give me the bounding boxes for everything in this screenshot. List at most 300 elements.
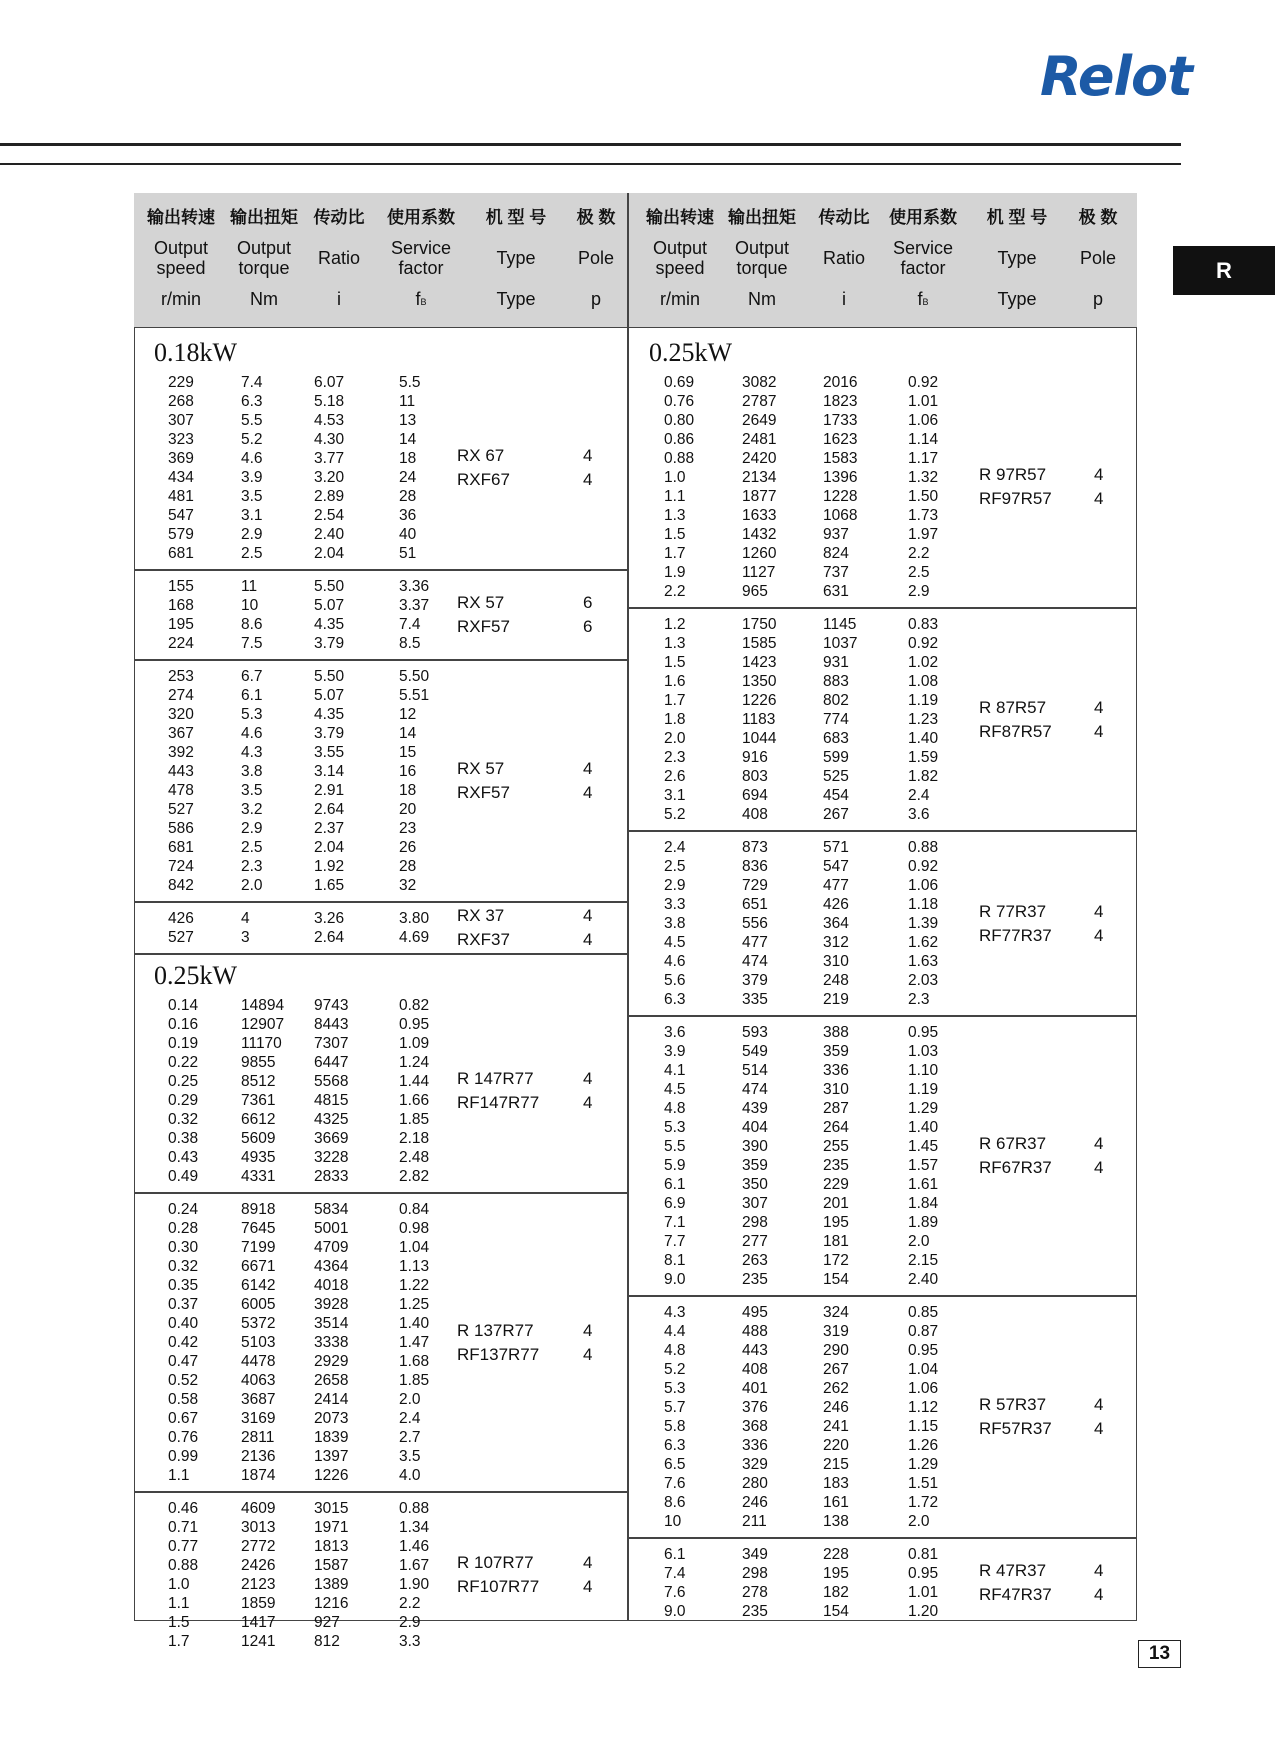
header-en-line: factor [398, 258, 444, 278]
left-cell-speed: 224 [168, 635, 194, 652]
right-cell-torque: 873 [742, 839, 768, 856]
header-unit-4: Type [997, 289, 1037, 309]
right-cell-torque: 803 [742, 768, 768, 785]
left-cell-ratio: 5.50 [314, 668, 345, 685]
right-cell-torque: 443 [742, 1342, 768, 1359]
header-en-5 [578, 248, 614, 268]
left-cell-speed: 253 [168, 668, 194, 685]
left-cell-factor: 1.04 [399, 1239, 430, 1256]
right-cell-torque: 307 [742, 1195, 768, 1212]
right-cell-factor: 1.26 [908, 1437, 939, 1454]
right-cell-ratio: 774 [823, 711, 849, 728]
right-cell-torque: 2420 [742, 450, 777, 467]
right-cell-torque: 474 [742, 1081, 768, 1098]
right-cell-ratio: 883 [823, 673, 849, 690]
left-cell-factor: 1.44 [399, 1073, 430, 1090]
right-cell-speed: 1.3 [664, 635, 686, 652]
left-cell-speed: 426 [168, 910, 194, 927]
right-cell-ratio: 290 [823, 1342, 849, 1359]
right-cell-speed: 5.2 [664, 1361, 686, 1378]
header-cn-5: 极 数 [1078, 208, 1118, 227]
left-cell-ratio: 2.64 [314, 801, 345, 818]
left-cell-factor: 1.46 [399, 1538, 430, 1555]
header-en-2 [823, 248, 865, 268]
right-cell-ratio: 683 [823, 730, 849, 747]
right-cell-torque: 2481 [742, 431, 777, 448]
right-cell-ratio: 931 [823, 654, 849, 671]
left-cell-ratio: 2.91 [314, 782, 345, 799]
left-cell-torque: 5.2 [241, 431, 263, 448]
left-cell-factor: 3.5 [399, 1448, 421, 1465]
left-cell-factor: 36 [399, 507, 417, 524]
right-cell-factor: 1.15 [908, 1418, 939, 1435]
right-pole-line: 4 [1094, 1158, 1104, 1177]
right-cell-factor: 0.95 [908, 1024, 939, 1041]
left-cell-ratio: 1971 [314, 1519, 349, 1536]
left-cell-speed: 0.28 [168, 1220, 199, 1237]
left-cell-torque: 7361 [241, 1092, 276, 1109]
right-cell-torque: 211 [742, 1513, 767, 1530]
left-pole-line: 4 [583, 446, 593, 465]
brand-logo-text: Relot [1040, 45, 1192, 108]
left-power-heading: 0.18kW [154, 338, 238, 367]
left-cell-ratio: 2.64 [314, 929, 345, 946]
right-cell-factor: 2.2 [908, 545, 930, 562]
header-cn-2: 传动比 [313, 208, 365, 227]
left-cell-speed: 0.38 [168, 1130, 199, 1147]
right-cell-ratio: 220 [823, 1437, 849, 1454]
header-cn-3: 使用系数 [387, 208, 455, 227]
left-cell-torque: 7645 [241, 1220, 276, 1237]
right-type-line: R 47R37 [979, 1561, 1047, 1580]
left-cell-factor: 1.85 [399, 1372, 430, 1389]
right-cell-speed: 3.3 [664, 896, 686, 913]
right-cell-ratio: 201 [823, 1195, 849, 1212]
left-group-pole [583, 1067, 592, 1115]
left-cell-torque: 2.3 [241, 858, 263, 875]
right-cell-ratio: 183 [823, 1475, 849, 1492]
right-cell-factor: 0.92 [908, 374, 939, 391]
left-cell-ratio: 2658 [314, 1372, 349, 1389]
left-cell-speed: 0.58 [168, 1391, 199, 1408]
left-type-line: RF107R77 [457, 1577, 540, 1596]
right-cell-speed: 6.5 [664, 1456, 686, 1473]
right-group-type [979, 900, 1052, 948]
left-pole-line: 4 [583, 1093, 593, 1112]
right-cell-factor: 1.23 [908, 711, 939, 728]
left-type-line: RX 57 [457, 759, 505, 778]
right-cell-torque: 329 [742, 1456, 768, 1473]
left-cell-ratio: 1216 [314, 1595, 349, 1612]
right-cell-factor: 1.97 [908, 526, 939, 543]
left-cell-ratio: 2073 [314, 1410, 349, 1427]
left-cell-factor: 13 [399, 412, 417, 429]
right-cell-torque: 408 [742, 806, 768, 823]
right-cell-factor: 1.18 [908, 896, 939, 913]
right-cell-ratio: 228 [823, 1546, 849, 1563]
header-en-line: Type [997, 248, 1037, 268]
right-cell-torque: 379 [742, 972, 768, 989]
right-cell-factor: 1.39 [908, 915, 939, 932]
right-cell-factor: 1.72 [908, 1494, 939, 1511]
header-en-line: speed [655, 258, 705, 278]
left-cell-torque: 6005 [241, 1296, 276, 1313]
left-cell-factor: 2.4 [399, 1410, 421, 1427]
left-cell-factor: 32 [399, 877, 417, 894]
right-cell-speed: 1.8 [664, 711, 686, 728]
right-cell-ratio: 248 [823, 972, 849, 989]
left-cell-ratio: 3.26 [314, 910, 345, 927]
left-cell-ratio: 7307 [314, 1035, 349, 1052]
right-cell-factor: 2.9 [908, 583, 930, 600]
right-cell-speed: 4.5 [664, 934, 686, 951]
left-cell-ratio: 5568 [314, 1073, 349, 1090]
right-cell-speed: 0.69 [664, 374, 695, 391]
right-cell-ratio: 547 [823, 858, 849, 875]
header-en-1 [735, 238, 789, 278]
right-cell-speed: 3.9 [664, 1043, 686, 1060]
right-cell-speed: 2.3 [664, 749, 686, 766]
right-group-type [979, 1559, 1052, 1607]
left-cell-ratio: 2833 [314, 1168, 349, 1185]
right-group-pole [1094, 696, 1103, 744]
left-cell-factor: 2.48 [399, 1149, 430, 1166]
left-cell-speed: 320 [168, 706, 194, 723]
left-cell-speed: 527 [168, 801, 194, 818]
right-cell-speed: 2.5 [664, 858, 686, 875]
left-cell-factor: 14 [399, 725, 417, 742]
left-cell-speed: 0.29 [168, 1092, 199, 1109]
left-cell-speed: 0.43 [168, 1149, 199, 1166]
right-cell-ratio: 229 [823, 1176, 849, 1193]
right-cell-torque: 1350 [742, 673, 777, 690]
left-group-type [457, 1319, 539, 1367]
left-cell-ratio: 4.53 [314, 412, 345, 429]
right-cell-ratio: 262 [823, 1380, 849, 1397]
left-cell-torque: 4331 [241, 1168, 276, 1185]
right-pole-line: 4 [1094, 489, 1104, 508]
left-cell-speed: 681 [168, 839, 194, 856]
right-group-separator [628, 1537, 1137, 1539]
header-rule-bottom [0, 163, 1181, 165]
right-cell-speed: 6.9 [664, 1195, 686, 1212]
left-cell-ratio: 3514 [314, 1315, 349, 1332]
right-cell-torque: 401 [742, 1380, 768, 1397]
left-type-line: R 107R77 [457, 1553, 534, 1572]
header-en-line: Service [892, 238, 954, 258]
right-cell-speed: 4.4 [664, 1323, 686, 1340]
right-cell-speed: 1.6 [664, 673, 686, 690]
column-divider [627, 193, 629, 1621]
right-cell-ratio: 824 [823, 545, 849, 562]
left-cell-speed: 1.7 [168, 1633, 190, 1650]
header-en-line: factor [900, 258, 946, 278]
left-pole-line: 4 [583, 1344, 593, 1364]
left-cell-ratio: 3.79 [314, 635, 345, 652]
left-cell-factor: 1.90 [399, 1576, 430, 1593]
header-en-line: Ratio [822, 248, 866, 268]
right-group-separator [628, 1015, 1137, 1017]
left-cell-torque: 8512 [241, 1073, 276, 1090]
header-unit-1: Nm [250, 289, 278, 309]
header-en-line: Output [236, 238, 292, 258]
left-cell-factor: 4.0 [399, 1467, 421, 1484]
right-cell-ratio: 195 [823, 1565, 849, 1582]
right-cell-factor: 0.85 [908, 1304, 939, 1321]
right-cell-factor: 0.92 [908, 858, 939, 875]
left-cell-factor: 24 [399, 469, 417, 486]
right-cell-ratio: 267 [823, 1361, 849, 1378]
table-header-right [628, 193, 1137, 328]
left-cell-speed: 0.32 [168, 1258, 199, 1275]
left-cell-ratio: 927 [314, 1614, 340, 1631]
left-cell-ratio: 4325 [314, 1111, 349, 1128]
right-cell-speed: 5.2 [664, 806, 686, 823]
left-cell-factor: 28 [399, 858, 417, 875]
right-cell-speed: 0.80 [664, 412, 695, 429]
right-cell-factor: 0.83 [908, 616, 939, 633]
left-cell-speed: 168 [168, 597, 194, 614]
left-cell-torque: 2.0 [241, 877, 263, 894]
left-group-separator [134, 659, 628, 661]
left-cell-factor: 0.88 [399, 1500, 430, 1517]
left-cell-speed: 586 [168, 820, 194, 837]
right-cell-factor: 2.4 [908, 787, 930, 804]
right-cell-ratio: 287 [823, 1100, 849, 1117]
right-cell-torque: 246 [742, 1494, 768, 1511]
header-en-4 [997, 248, 1036, 268]
section-tab: R [1173, 246, 1275, 295]
right-pole-line: 4 [1094, 1419, 1104, 1438]
table-header-left [134, 193, 628, 328]
left-cell-speed: 1.1 [168, 1467, 190, 1484]
left-type-line: RF137R77 [457, 1344, 540, 1364]
right-cell-ratio: 154 [823, 1271, 849, 1288]
left-cell-speed: 443 [168, 763, 194, 780]
left-cell-speed: 0.35 [168, 1277, 199, 1294]
left-cell-ratio: 1389 [314, 1576, 349, 1593]
left-cell-factor: 1.85 [399, 1111, 430, 1128]
left-pole-line: 6 [583, 593, 593, 612]
left-cell-factor: 51 [399, 545, 417, 562]
header-unit-subscript: B [922, 297, 929, 307]
right-cell-torque: 1585 [742, 635, 777, 652]
right-cell-torque: 549 [742, 1043, 768, 1060]
right-cell-ratio: 454 [823, 787, 849, 804]
left-group-type [457, 904, 510, 952]
left-cell-speed: 367 [168, 725, 194, 742]
right-cell-torque: 965 [742, 583, 768, 600]
right-cell-speed: 6.1 [664, 1176, 686, 1193]
right-cell-ratio: 312 [823, 934, 849, 951]
left-cell-torque: 2.9 [241, 820, 263, 837]
right-group-separator [628, 1295, 1137, 1297]
right-cell-factor: 1.06 [908, 412, 939, 429]
right-cell-factor: 1.40 [908, 730, 939, 747]
left-cell-speed: 0.99 [168, 1448, 199, 1465]
left-cell-factor: 2.2 [399, 1595, 421, 1612]
right-cell-torque: 404 [742, 1119, 768, 1136]
right-cell-factor: 1.82 [908, 768, 939, 785]
right-cell-torque: 376 [742, 1399, 768, 1416]
header-en-line: Pole [1079, 248, 1117, 268]
left-cell-factor: 5.5 [399, 374, 421, 391]
right-cell-factor: 0.95 [908, 1342, 939, 1359]
header-en-line: torque [736, 258, 788, 278]
left-group-type [457, 591, 510, 639]
left-cell-torque: 2.9 [241, 526, 263, 543]
left-cell-factor: 18 [399, 782, 417, 799]
right-cell-torque: 263 [742, 1252, 768, 1269]
right-cell-speed: 1.9 [664, 564, 686, 581]
right-cell-speed: 7.6 [664, 1584, 686, 1601]
header-cn-1: 输出扭矩 [230, 208, 298, 227]
right-type-line: RF47R37 [979, 1585, 1052, 1604]
left-cell-ratio: 6.07 [314, 374, 345, 391]
left-type-line: RXF67 [457, 470, 510, 489]
left-cell-ratio: 5.18 [314, 393, 345, 410]
left-cell-factor: 1.66 [399, 1092, 430, 1109]
right-cell-speed: 8.1 [664, 1252, 686, 1269]
right-cell-speed: 9.0 [664, 1603, 686, 1620]
right-cell-factor: 2.3 [908, 991, 930, 1008]
right-type-line: RF57R37 [979, 1419, 1052, 1438]
right-cell-speed: 7.4 [664, 1565, 686, 1582]
left-cell-speed: 0.49 [168, 1168, 199, 1185]
right-cell-torque: 1432 [742, 526, 777, 543]
right-group-type [979, 463, 1052, 511]
right-cell-factor: 0.95 [908, 1565, 939, 1582]
left-cell-factor: 1.13 [399, 1258, 430, 1275]
right-cell-torque: 298 [742, 1565, 768, 1582]
right-cell-ratio: 195 [823, 1214, 849, 1231]
right-cell-factor: 1.59 [908, 749, 939, 766]
right-group-type [979, 1132, 1052, 1180]
left-cell-torque: 6.3 [241, 393, 263, 410]
left-cell-ratio: 5.07 [314, 687, 345, 704]
right-cell-factor: 1.50 [908, 488, 939, 505]
left-pole-line: 4 [583, 930, 593, 949]
right-cell-torque: 349 [742, 1546, 768, 1563]
left-cell-factor: 3.36 [399, 578, 430, 595]
right-cell-ratio: 525 [823, 768, 849, 785]
right-cell-speed: 3.8 [664, 915, 686, 932]
left-cell-torque: 5.5 [241, 412, 263, 429]
left-cell-torque: 1859 [241, 1595, 276, 1612]
left-pole-line: 4 [583, 1069, 593, 1088]
left-cell-speed: 268 [168, 393, 194, 410]
right-group-pole [1094, 1559, 1103, 1607]
left-type-line: RX 37 [457, 906, 505, 925]
left-cell-speed: 434 [168, 469, 194, 486]
left-pole-line: 4 [583, 1320, 593, 1340]
header-en-3 [391, 238, 451, 278]
left-cell-ratio: 2.04 [314, 839, 345, 856]
right-cell-factor: 0.87 [908, 1323, 939, 1340]
right-cell-factor: 1.63 [908, 953, 939, 970]
right-cell-speed: 9.0 [664, 1271, 686, 1288]
left-cell-speed: 1.0 [168, 1576, 190, 1593]
right-cell-factor: 2.15 [908, 1252, 939, 1269]
right-cell-factor: 1.84 [908, 1195, 939, 1212]
left-cell-speed: 0.30 [168, 1239, 199, 1256]
left-cell-torque: 4.6 [241, 450, 263, 467]
right-cell-ratio: 1396 [823, 469, 858, 486]
right-cell-torque: 350 [742, 1176, 768, 1193]
left-group-separator [134, 1192, 628, 1194]
header-unit-1: Nm [748, 289, 776, 309]
right-cell-factor: 2.40 [908, 1271, 939, 1288]
right-cell-factor: 0.88 [908, 839, 939, 856]
header-cn-1: 输出扭矩 [728, 208, 796, 227]
right-cell-factor: 1.04 [908, 1361, 939, 1378]
left-cell-factor: 1.67 [399, 1557, 430, 1574]
right-cell-factor: 2.03 [908, 972, 939, 989]
right-cell-factor: 1.19 [908, 692, 939, 709]
header-unit-subscript: B [420, 297, 427, 307]
right-cell-torque: 1750 [742, 616, 777, 633]
left-pole-line: 4 [583, 470, 593, 489]
right-cell-speed: 2.2 [664, 583, 686, 600]
right-cell-ratio: 937 [823, 526, 849, 543]
left-cell-factor: 2.18 [399, 1130, 430, 1147]
left-cell-speed: 0.37 [168, 1296, 199, 1313]
right-cell-factor: 3.6 [908, 806, 930, 823]
left-cell-speed: 0.88 [168, 1557, 199, 1574]
right-cell-speed: 6.1 [664, 1546, 686, 1563]
left-group-pole [583, 1551, 592, 1599]
right-cell-factor: 1.73 [908, 507, 939, 524]
header-cn-5: 极 数 [576, 208, 616, 227]
right-cell-ratio: 2016 [823, 374, 858, 391]
right-cell-factor: 1.17 [908, 450, 939, 467]
left-cell-factor: 28 [399, 488, 417, 505]
left-cell-ratio: 812 [314, 1633, 340, 1650]
left-cell-factor: 1.40 [399, 1315, 430, 1332]
left-cell-ratio: 4.30 [314, 431, 345, 448]
right-cell-ratio: 219 [823, 991, 849, 1008]
left-cell-torque: 5609 [241, 1130, 276, 1147]
right-group-type [979, 1393, 1052, 1441]
left-cell-factor: 3.80 [399, 910, 430, 927]
left-cell-ratio: 3.20 [314, 469, 345, 486]
right-pole-line: 4 [1094, 1585, 1104, 1604]
left-cell-factor: 18 [399, 450, 417, 467]
right-cell-factor: 0.81 [908, 1546, 939, 1563]
left-cell-torque: 9855 [241, 1054, 276, 1071]
right-cell-ratio: 138 [823, 1513, 849, 1530]
right-cell-speed: 2.9 [664, 877, 686, 894]
left-cell-factor: 3.37 [399, 597, 430, 614]
right-cell-torque: 1423 [742, 654, 777, 671]
header-cn-4: 机 型 号 [485, 208, 547, 227]
right-cell-torque: 280 [742, 1475, 768, 1492]
right-cell-torque: 2134 [742, 469, 777, 486]
right-cell-torque: 1226 [742, 692, 777, 709]
header-unit-2: i [842, 289, 846, 309]
right-cell-factor: 1.61 [908, 1176, 939, 1193]
left-cell-torque: 2772 [241, 1538, 276, 1555]
right-pole-line: 4 [1094, 697, 1104, 717]
header-unit-4: Type [496, 289, 536, 309]
header-en-line: Ratio [317, 248, 361, 268]
right-cell-factor: 0.92 [908, 635, 939, 652]
right-cell-speed: 5.6 [664, 972, 686, 989]
left-cell-speed: 0.16 [168, 1016, 199, 1033]
left-cell-torque: 3.5 [241, 782, 263, 799]
right-cell-torque: 235 [742, 1271, 768, 1288]
right-cell-factor: 1.01 [908, 1584, 939, 1601]
